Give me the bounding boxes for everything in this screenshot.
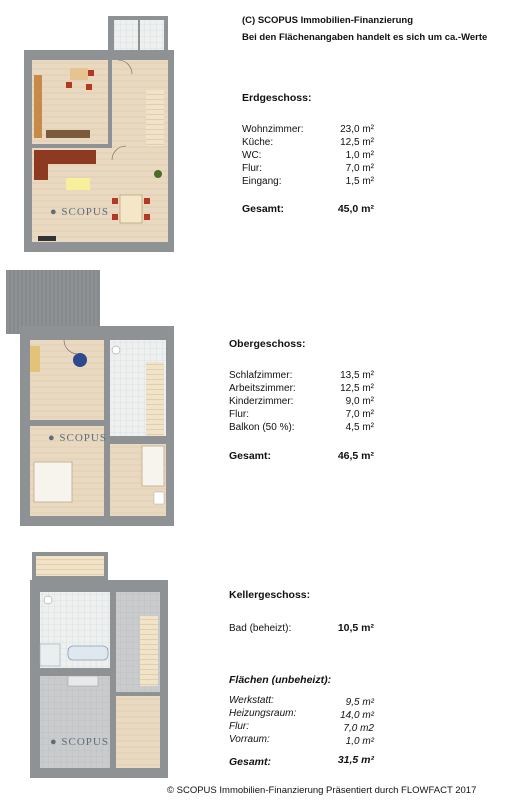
room-area: 1,5 m² — [345, 176, 374, 187]
room-label: Küche: — [242, 137, 274, 148]
room-label: Flur: — [229, 409, 249, 420]
room-area: 23,0 m² — [340, 124, 374, 135]
total-value: 31,5 m² — [337, 754, 374, 766]
room-label: Flur: — [242, 163, 262, 174]
total-value: 46,5 m² — [337, 450, 374, 462]
approx-note: Bei den Flächenangaben handelt es sich um ca.-Werte — [242, 32, 488, 43]
total-label: Gesamt: — [229, 450, 272, 462]
room-area: 1,0 m² — [345, 150, 374, 161]
obergeschoss-title: Obergeschoss: — [229, 338, 306, 350]
room-area: 9,5 m² — [345, 697, 374, 708]
erdgeschoss-title: Erdgeschoss: — [242, 92, 312, 104]
obergeschoss-plan — [6, 270, 174, 526]
room-area: 7,0 m2 — [343, 723, 374, 734]
scopus-logo-kg: ● SCOPUS — [50, 736, 109, 748]
total-value: 45,0 m² — [337, 203, 374, 215]
room-label: Werkstatt: — [229, 695, 274, 706]
room-label: Eingang: — [242, 176, 282, 187]
room-label: Balkon (50 %): — [229, 422, 295, 433]
scopus-logo-og: ● SCOPUS — [48, 432, 107, 444]
room-area: 1,0 m² — [345, 736, 374, 747]
room-label: Kinderzimmer: — [229, 396, 294, 407]
total-label: Gesamt: — [229, 756, 272, 768]
room-area: 7,0 m² — [345, 409, 374, 420]
total-label: Gesamt: — [242, 203, 285, 215]
room-label: Flur: — [229, 721, 249, 732]
bad-value: 10,5 m² — [337, 622, 374, 634]
bad-label: Bad (beheizt): — [229, 623, 292, 634]
room-label: WC: — [242, 150, 262, 161]
room-label: Arbeitszimmer: — [229, 383, 296, 394]
room-area: 14,0 m² — [340, 710, 374, 721]
copyright-header: (C) SCOPUS Immobilien-Finanzierung — [242, 15, 414, 26]
footer-credit: © SCOPUS Immobilien-Finanzierung Präsentiert durch FLOWFACT 2017 — [167, 785, 477, 796]
room-area: 12,5 m² — [340, 383, 374, 394]
room-area: 7,0 m² — [345, 163, 374, 174]
unheated-title: Flächen (unbeheizt): — [229, 674, 332, 686]
room-area: 13,5 m² — [340, 370, 374, 381]
room-label: Vorraum: — [229, 734, 270, 745]
room-label: Heizungsraum: — [229, 708, 297, 719]
scopus-logo-eg: ● SCOPUS — [50, 206, 109, 218]
room-area: 9,0 m² — [345, 396, 374, 407]
room-label: Wohnzimmer: — [242, 124, 304, 135]
room-area: 12,5 m² — [340, 137, 374, 148]
room-label: Schlafzimmer: — [229, 370, 293, 381]
room-area: 4,5 m² — [345, 422, 374, 433]
kellergeschoss-title: Kellergeschoss: — [229, 589, 311, 601]
